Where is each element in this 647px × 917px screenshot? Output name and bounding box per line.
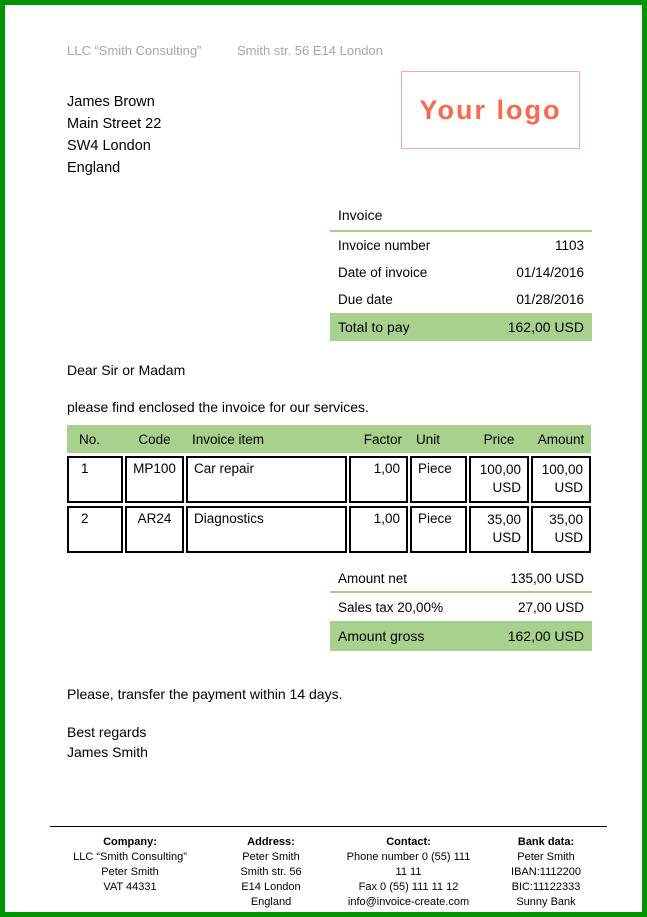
recipient-country: England: [67, 160, 121, 176]
salutation: Dear Sir or Madam: [67, 362, 186, 378]
header-amount: Amount: [537, 431, 585, 447]
intro-text: please find enclosed the invoice for our services.: [67, 399, 369, 415]
footer-company-vat: VAT 44331: [103, 881, 157, 893]
cell-no: 1: [67, 456, 123, 503]
footer-bank-title: Bank data:: [517, 836, 575, 848]
total-to-pay-value: 162,00 USD: [507, 319, 584, 335]
footer-email: info@invoice-create.com: [347, 896, 470, 908]
footer: [50, 835, 607, 917]
amount-net-label: Amount net: [338, 570, 408, 586]
payment-note: Please, transfer the payment within 14 days.: [67, 686, 343, 702]
footer-contact-column: [332, 835, 485, 917]
recipient-address-block: [67, 91, 161, 179]
invoice-info-panel: [330, 201, 592, 341]
sales-tax-row: [330, 593, 592, 621]
cell-no: 2: [67, 506, 123, 553]
letterhead: [67, 43, 383, 58]
items-table-header: [67, 425, 591, 453]
footer-company-column: [50, 835, 210, 917]
invoice-title: Invoice: [330, 201, 592, 232]
cell-item: Car repair: [186, 456, 347, 503]
sales-tax-value: 27,00 USD: [517, 599, 584, 615]
total-to-pay-label: Total to pay: [338, 319, 410, 335]
cell-code: AR24: [125, 506, 184, 553]
letterhead-company: LLC “Smith Consulting”: [67, 43, 202, 58]
amount-gross-row: [330, 621, 592, 651]
cell-factor: 1,00: [349, 506, 408, 553]
footer-website-link[interactable]: www.invoice-create.com: [349, 911, 468, 917]
cell-amount: [531, 506, 591, 553]
amount-net-value: 135,00 USD: [510, 570, 584, 586]
summary-panel: [330, 565, 592, 651]
header-factor: Factor: [363, 431, 402, 447]
footer-phone: Phone number 0 (55) 111 11 11: [346, 851, 471, 878]
footer-address-country: England: [250, 896, 292, 908]
header-invoice-item: Invoice item: [192, 431, 265, 447]
recipient-city: SW4 London: [67, 138, 151, 154]
logo-placeholder-box: [401, 71, 580, 149]
cell-amount: [531, 456, 591, 503]
cell-price: [469, 456, 529, 503]
due-date-value: 01/28/2016: [516, 292, 584, 307]
footer-bank-holder: Peter Smith: [517, 851, 575, 863]
cell-unit: Piece: [410, 456, 467, 503]
letterhead-address: Smith str. 56 E14 London: [237, 43, 383, 58]
footer-bank-name: Sunny Bank: [516, 896, 576, 908]
header-unit: Unit: [416, 431, 441, 447]
footer-address-column: [210, 835, 332, 917]
invoice-date-label: Date of invoice: [338, 265, 428, 280]
price-currency: USD: [492, 530, 521, 545]
table-row: [67, 456, 591, 503]
footer-address-city: E14 London: [241, 881, 301, 893]
amount-net-row: [330, 565, 592, 593]
amount-value: 35,00: [549, 512, 583, 527]
cell-code: MP100: [125, 456, 184, 503]
recipient-street: Main Street 22: [67, 116, 162, 132]
signature-line: James Smith: [67, 744, 148, 760]
amount-currency: USD: [554, 480, 583, 495]
total-to-pay-row: [330, 313, 592, 341]
cell-factor: 1,00: [349, 456, 408, 503]
cell-unit: Piece: [410, 506, 467, 553]
footer-company-name: LLC “Smith Consulting”: [73, 851, 187, 863]
footer-address-title: Address:: [247, 836, 295, 848]
header-code: Code: [138, 431, 171, 447]
cell-price: [469, 506, 529, 553]
price-value: 35,00: [487, 512, 521, 527]
amount-currency: USD: [554, 530, 583, 545]
invoice-date-row: [330, 259, 592, 286]
header-price: Price: [483, 431, 515, 447]
items-table: [67, 425, 591, 553]
amount-gross-value: 162,00 USD: [507, 628, 584, 644]
footer-bank-column: [485, 835, 607, 917]
price-currency: USD: [492, 480, 521, 495]
invoice-number-value: 1103: [554, 238, 584, 253]
footer-address-street: Smith str. 56: [240, 866, 302, 878]
price-value: 100,00: [479, 462, 521, 477]
signoff-block: [67, 722, 148, 762]
footer-bic: BIC:11122333: [511, 881, 581, 893]
regards-line: Best regards: [67, 724, 147, 740]
footer-company-person: Peter Smith: [101, 866, 159, 878]
footer-contact-title: Contact:: [386, 836, 431, 848]
recipient-name: James Brown: [67, 94, 155, 110]
amount-gross-label: Amount gross: [338, 628, 425, 644]
invoice-date-value: 01/14/2016: [516, 265, 584, 280]
footer-fax: Fax 0 (55) 111 11 12: [358, 881, 459, 893]
table-row: [67, 506, 591, 553]
logo-text: Your logo: [419, 94, 562, 125]
footer-iban: IBAN:1112200: [511, 866, 581, 878]
footer-company-title: Company:: [103, 836, 157, 848]
cell-item: Diagnostics: [186, 506, 347, 553]
sales-tax-label: Sales tax 20,00%: [338, 599, 444, 615]
due-date-label: Due date: [338, 292, 393, 307]
invoice-number-label: Invoice number: [338, 238, 431, 253]
footer-address-name: Peter Smith: [242, 851, 300, 863]
due-date-row: [330, 286, 592, 313]
invoice-number-row: [330, 232, 592, 259]
amount-value: 100,00: [541, 462, 583, 477]
header-no: No.: [79, 431, 101, 447]
footer-divider: [50, 826, 607, 827]
